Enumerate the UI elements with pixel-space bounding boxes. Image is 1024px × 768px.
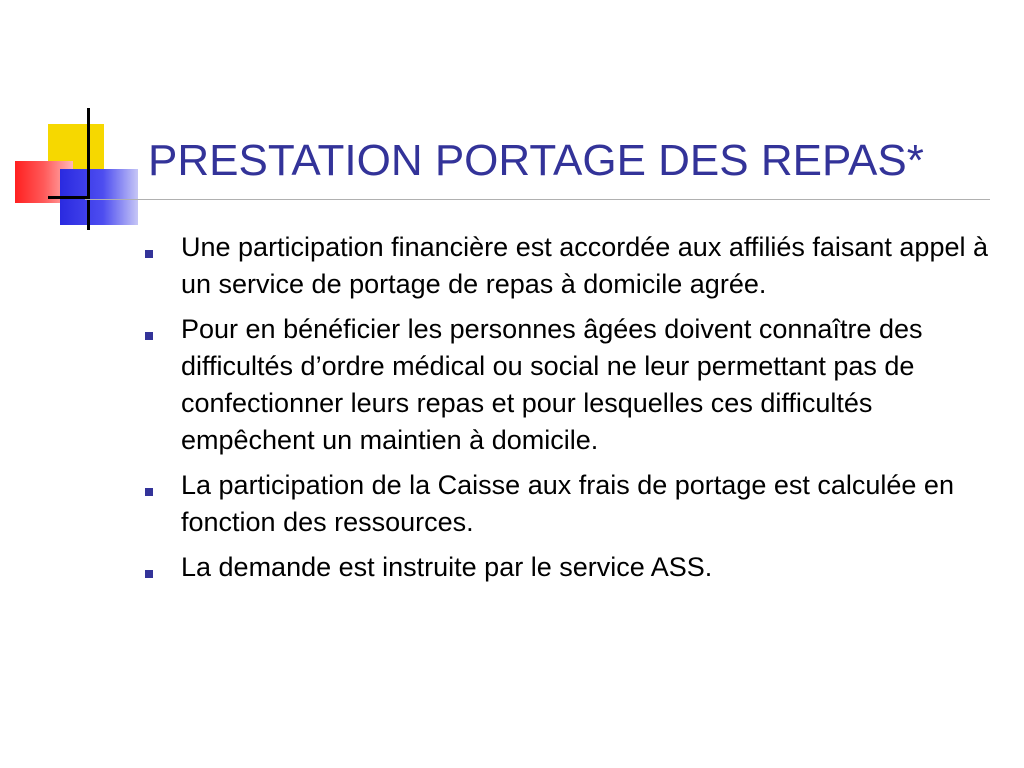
bullet-text: Une participation financière est accordée aux affiliés faisant appel à un service de portage de repas à domicile agrée. bbox=[181, 232, 988, 299]
vertical-line bbox=[87, 108, 90, 230]
bullet-item bbox=[144, 467, 999, 541]
bullet-square-icon bbox=[145, 570, 153, 578]
bullet-item bbox=[144, 229, 999, 303]
bullet-item bbox=[144, 549, 999, 586]
bullet-text: Pour en bénéficier les personnes âgées doivent connaître des difficultés d’ordre médical ou social ne leur permettant pas de confectionner leurs repas et pour lesquelles ces difficultés empêchent un maintien à domicile. bbox=[181, 314, 923, 455]
bullet-text: La participation de la Caisse aux frais de portage est calculée en fonction des ressources. bbox=[181, 470, 954, 537]
bullet-square-icon bbox=[145, 488, 153, 496]
title-divider-line bbox=[85, 199, 990, 200]
bullet-square-icon bbox=[145, 250, 153, 258]
bullet-square-icon bbox=[145, 332, 153, 340]
bullet-item bbox=[144, 311, 999, 459]
bullet-list bbox=[144, 229, 999, 594]
horizontal-line bbox=[48, 196, 90, 199]
bullet-text: La demande est instruite par le service ASS. bbox=[181, 552, 713, 582]
slide-title: PRESTATION PORTAGE DES REPAS* bbox=[148, 136, 924, 185]
slide-logo-squares bbox=[0, 0, 150, 240]
